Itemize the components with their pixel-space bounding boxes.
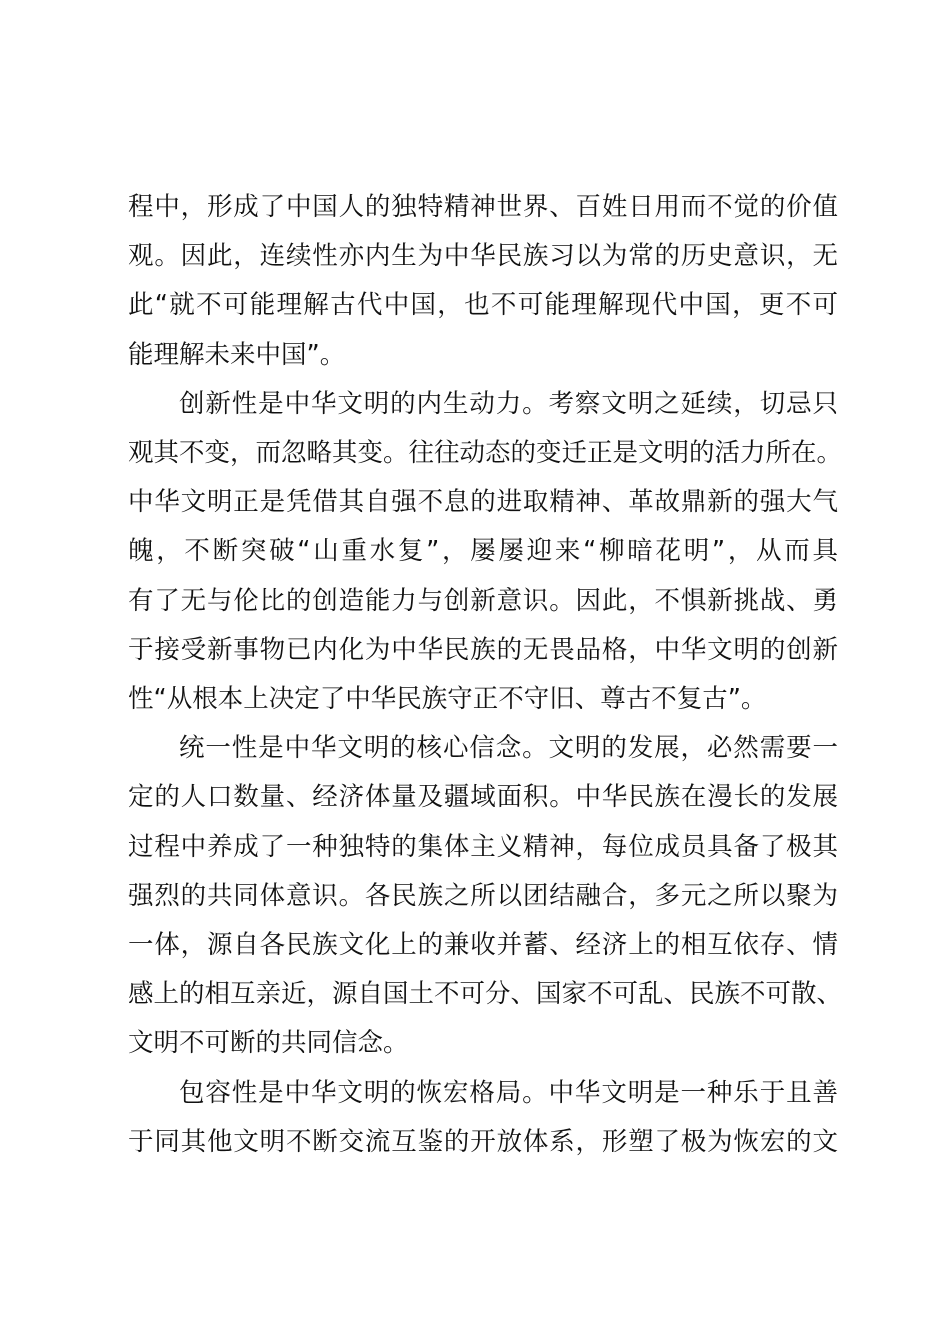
text-line: 观。因此，连续性亦内生为中华民族习以为常的历史意识，无 bbox=[128, 241, 838, 272]
text-line: 文明不可断的共同信念。 bbox=[128, 1028, 409, 1059]
text-line: 观其不变，而忽略其变。往往动态的变迁正是文明的活力所在。 bbox=[128, 438, 843, 469]
paragraph-innovation bbox=[128, 380, 843, 724]
text-line: 此“就不可能理解古代中国，也不可能理解现代中国，更不可 bbox=[128, 290, 838, 321]
text-line: 能理解未来中国”。 bbox=[128, 339, 346, 370]
text-line: 定的人口数量、经济体量及疆域面积。中华民族在漫长的发展 bbox=[128, 782, 838, 813]
text-line: 创新性是中华文明的内生动力。考察文明之延续，切忌只 bbox=[179, 388, 838, 419]
text-line: 统一性是中华文明的核心信念。文明的发展，必然需要一 bbox=[179, 733, 838, 764]
text-line: 有了无与伦比的创造能力与创新意识。因此，不惧新挑战、勇 bbox=[128, 585, 838, 616]
document-body bbox=[128, 183, 843, 1167]
text-line: 过程中养成了一种独特的集体主义精神，每位成员具备了极其 bbox=[128, 831, 838, 862]
text-line: 程中，形成了中国人的独特精神世界、百姓日用而不觉的价值 bbox=[128, 192, 838, 222]
text-line: 包容性是中华文明的恢宏格局。中华文明是一种乐于且善 bbox=[179, 1077, 838, 1108]
text-line: 于同其他文明不断交流互鉴的开放体系，形塑了极为恢宏的文 bbox=[128, 1126, 838, 1157]
text-line: 感上的相互亲近，源自国土不可分、国家不可乱、民族不可散、 bbox=[128, 979, 843, 1010]
paragraph-inclusiveness bbox=[128, 1069, 838, 1167]
text-line: 魄，不断突破“山重水复”，屡屡迎来“柳暗花明”，从而具 bbox=[128, 536, 838, 567]
text-line: 强烈的共同体意识。各民族之所以团结融合，多元之所以聚为 bbox=[128, 880, 838, 911]
text-line: 一体，源自各民族文化上的兼收并蓄、经济上的相互依存、情 bbox=[128, 930, 838, 961]
paragraph-unity bbox=[128, 724, 843, 1068]
text-line: 中华文明正是凭借其自强不息的进取精神、革故鼎新的强大气 bbox=[128, 487, 838, 518]
text-line: 性“从根本上决定了中华民族守正不守旧、尊古不复古”。 bbox=[128, 684, 767, 715]
text-line: 于接受新事物已内化为中华民族的无畏品格，中华文明的创新 bbox=[128, 634, 838, 665]
paragraph-continuation bbox=[128, 183, 838, 380]
